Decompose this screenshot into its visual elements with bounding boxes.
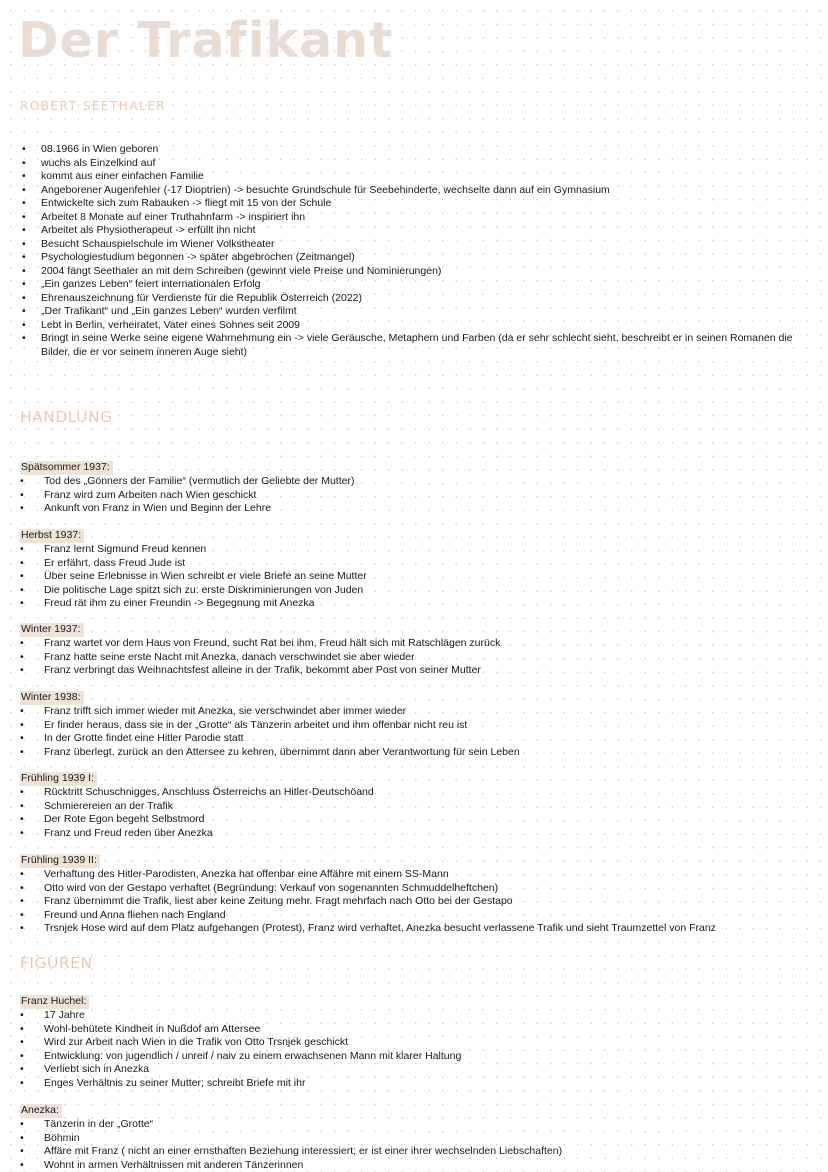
list-item: • Freund und Anna fliehen nach England (20, 909, 810, 923)
list-item: • Entwicklung: von jugendlich / unreif / naiv zu einem erwachsenen Mann mit klarer Haltung (20, 1050, 810, 1064)
group-list (20, 786, 810, 840)
list-item: • Verhaftung des Hitler-Parodisten, Anezka hat offenbar eine Affähre mit einem SS-Mann (20, 868, 810, 882)
handlung-group-herbst-1937 (20, 525, 810, 611)
list-item: • Lebt in Berlin, verheiratet, Vater eines Sohnes seit 2009 (20, 319, 810, 333)
list-item: • Die politische Lage spitzt sich zu: erste Diskriminierungen von Juden (20, 584, 810, 598)
list-item: • Franz wartet vor dem Haus von Freund, sucht Rat bei ihm, Freud hält sich mit Ratschlägen zurück (20, 637, 810, 651)
group-label: Spätsommer 1937: (20, 461, 113, 475)
handlung-group-winter-1938 (20, 687, 810, 759)
list-item: • In der Grotte findet eine Hitler Parodie statt (20, 732, 810, 746)
list-item: • Trsnjek Hose wird auf dem Platz aufgehangen (Protest), Franz wird verhaftet, Anezka besucht verlassene Trafik und sieht Traumzettel von Franz (20, 922, 810, 936)
list-item: • Tänzerin in der „Grotte“ (20, 1118, 810, 1132)
list-item: • Wohl-behütete Kindheit in Nußdof am Attersee (20, 1023, 810, 1037)
group-list (20, 637, 810, 678)
group-label: Anezka: (20, 1104, 62, 1118)
list-item: • kommt aus einer einfachen Familie (20, 170, 810, 184)
group-list (20, 705, 810, 759)
list-item: • Psychologiestudium begonnen -> später abgebrochen (Zeitmangel) (20, 251, 810, 265)
list-item: • wuchs als Einzelkind auf (20, 157, 810, 171)
page-title: Der Trafikant (18, 10, 393, 72)
list-item: • Rücktritt Schuschnigges, Anschluss Österreichs an Hitler-Deutschöand (20, 786, 810, 800)
list-item: • Wohnt in armen Verhältnissen mit anderen Tänzerinnen (20, 1159, 810, 1172)
handlung-group-spaetsommer-1937 (20, 457, 810, 516)
list-item: • Franz hatte seine erste Nacht mit Anezka, danach verschwindet sie aber wieder (20, 651, 810, 665)
list-item: • 17 Jahre (20, 1009, 810, 1023)
list-item: • Franz verbringt das Weihnachtsfest alleine in der Trafik, bekommt aber Post von seiner Mutter (20, 664, 810, 678)
list-item: • Tod des „Gönners der Familie“ (vermutlich der Geliebte der Mutter) (20, 475, 810, 489)
handlung-group-fruehling-1939-i (20, 768, 810, 840)
list-item: • Franz und Freud reden über Anezka (20, 827, 810, 841)
list-item: • Affäre mit Franz ( nicht an einer ernsthaften Beziehung interessiert; er ist einer ihrer wechselnden Liebschaften) (20, 1145, 810, 1159)
group-label: Winter 1938: (20, 691, 84, 705)
figuren-heading: FIGUREN (20, 952, 93, 974)
list-item: • 08.1966 in Wien geboren (20, 143, 810, 157)
list-item: • Arbeitet 8 Monate auf einer Truthahnfarm -> inspiriert ihn (20, 211, 810, 225)
list-item: • Arbeitet als Physiotherapeut -> erfüllt ihn nicht (20, 224, 810, 238)
handlung-group-winter-1937 (20, 619, 810, 678)
group-list (20, 1118, 810, 1172)
group-list (20, 543, 810, 611)
group-list (20, 868, 810, 936)
list-item: • Wird zur Arbeit nach Wien in die Trafik von Otto Trsnjek geschickt (20, 1036, 810, 1050)
group-label: Winter 1937: (20, 623, 84, 637)
list-item: • Ankunft von Franz in Wien und Beginn der Lehre (20, 502, 810, 516)
group-list (20, 1009, 810, 1090)
list-item: • Enges Verhältnis zu seiner Mutter; schreibt Briefe mit ihr (20, 1077, 810, 1091)
list-item: • Der Rote Egon begeht Selbstmord (20, 813, 810, 827)
list-item: • Bringt in seine Werke seine eigene Wahrnehmung ein -> viele Geräusche, Metaphern und Farben (da er sehr schlecht sieht, beschreibt er in seinen Romanen die Bilder, die er vor seinem inneren Auge sieht) (20, 332, 810, 359)
list-item: • Freud rät ihm zu einer Freundin -> Begegnung mit Anezka (20, 597, 810, 611)
list-item: • Er erfährt, dass Freud Jude ist (20, 557, 810, 571)
list-item: • Schmierereien an der Trafik (20, 800, 810, 814)
list-item: • Entwickelte sich zum Rabauken -> fliegt mit 15 von der Schule (20, 197, 810, 211)
list-item: • Verliebt sich in Anezka (20, 1063, 810, 1077)
list-item: • Franz lernt Sigmund Freud kennen (20, 543, 810, 557)
list-item: • Böhmin (20, 1132, 810, 1146)
figuren-group-anezka (20, 1100, 810, 1172)
list-item: • Er finder heraus, dass sie in der „Grotte“ als Tänzerin arbeitet und ihm offenbar nicht reu ist (20, 719, 810, 733)
group-label: Frühling 1939 II: (20, 854, 100, 868)
list-item: • Über seine Erlebnisse in Wien schreibt er viele Briefe an seine Mutter (20, 570, 810, 584)
list-item: • Angeborener Augenfehler (-17 Dioptrien) -> besuchte Grundschule für Seebehinderte, wechselte dann auf ein Gymnasium (20, 184, 810, 198)
author-heading: ROBERT SEETHALER (20, 97, 166, 115)
list-item: • Franz übernimmt die Trafik, liest aber keine Zeitung mehr. Fragt mehrfach nach Otto bei der Gestapo (20, 895, 810, 909)
figuren-group-franz-huchel (20, 991, 810, 1090)
list-item: • „Ein ganzes Leben“ feiert internationalen Erfolg (20, 278, 810, 292)
list-item: • Otto wird von der Gestapo verhaftet (Begründung: Verkauf von sogenannten Schmuddelheftchen) (20, 882, 810, 896)
handlung-heading: HANDLUNG (20, 406, 113, 428)
bio-list (20, 143, 810, 359)
list-item: • Franz wird zum Arbeiten nach Wien geschickt (20, 489, 810, 503)
list-item: • Ehrenauszeichnung für Verdienste für die Republik Österreich (2022) (20, 292, 810, 306)
group-list (20, 475, 810, 516)
group-label: Herbst 1937: (20, 529, 84, 543)
list-item: • Franz überlegt, zurück an den Attersee zu kehren, übernimmt dann aber Verantwortung für sein Leben (20, 746, 810, 760)
list-item: • Besucht Schauspielschule im Wiener Volkstheater (20, 238, 810, 252)
handlung-group-fruehling-1939-ii (20, 850, 810, 936)
group-label: Franz Huchel: (20, 995, 89, 1009)
list-item: • 2004 fängt Seethaler an mit dem Schreiben (gewinnt viele Preise und Nominierungen) (20, 265, 810, 279)
list-item: • „Der Trafikant“ und „Ein ganzes Leben“ wurden verfilmt (20, 305, 810, 319)
list-item: • Franz trifft sich immer wieder mit Anezka, sie verschwindet aber immer wieder (20, 705, 810, 719)
group-label: Frühling 1939 I: (20, 772, 97, 786)
